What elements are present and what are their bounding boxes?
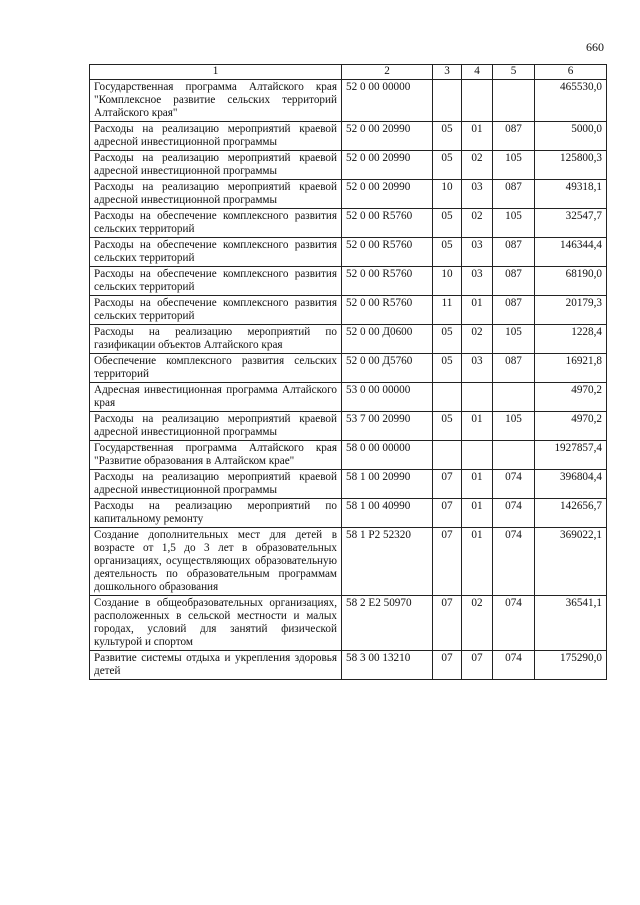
section-cell: 05 xyxy=(433,412,462,441)
department-cell: 074 xyxy=(493,499,535,528)
subsection-cell xyxy=(462,441,493,470)
table-row xyxy=(90,651,607,680)
section-cell: 05 xyxy=(433,238,462,267)
department-cell xyxy=(493,383,535,412)
subsection-cell: 01 xyxy=(462,296,493,325)
expense-name-cell: Расходы на обеспечение комплексного развития сельских территорий xyxy=(90,238,342,267)
table-row xyxy=(90,383,607,412)
table-row xyxy=(90,528,607,596)
page-number: 660 xyxy=(586,40,604,54)
department-cell: 087 xyxy=(493,122,535,151)
budget-code-cell: 53 0 00 00000 xyxy=(342,383,433,412)
amount-cell: 36541,1 xyxy=(535,596,607,651)
section-cell: 07 xyxy=(433,499,462,528)
amount-cell: 4970,2 xyxy=(535,383,607,412)
section-cell xyxy=(433,441,462,470)
subsection-cell: 01 xyxy=(462,528,493,596)
section-cell: 07 xyxy=(433,651,462,680)
expense-name-cell: Расходы на реализацию мероприятий краевой адресной инвестиционной программы xyxy=(90,151,342,180)
table-row xyxy=(90,151,607,180)
subsection-cell: 02 xyxy=(462,325,493,354)
section-cell: 05 xyxy=(433,354,462,383)
section-cell: 10 xyxy=(433,267,462,296)
budget-code-cell: 52 0 00 R5760 xyxy=(342,209,433,238)
column-header: 3 xyxy=(433,65,462,80)
budget-code-cell: 52 0 00 20990 xyxy=(342,180,433,209)
table-row xyxy=(90,354,607,383)
department-cell: 087 xyxy=(493,354,535,383)
expense-name-cell: Государственная программа Алтайского края "Развитие образования в Алтайском крае" xyxy=(90,441,342,470)
subsection-cell: 02 xyxy=(462,209,493,238)
budget-code-cell: 52 0 00 00000 xyxy=(342,80,433,122)
expense-name-cell: Расходы на реализацию мероприятий краевой адресной инвестиционной программы xyxy=(90,470,342,499)
section-cell: 07 xyxy=(433,596,462,651)
department-cell: 087 xyxy=(493,296,535,325)
expense-name-cell: Расходы на обеспечение комплексного развития сельских территорий xyxy=(90,209,342,238)
table-row xyxy=(90,238,607,267)
subsection-cell: 01 xyxy=(462,122,493,151)
budget-code-cell: 52 0 00 R5760 xyxy=(342,238,433,267)
subsection-cell xyxy=(462,80,493,122)
subsection-cell: 02 xyxy=(462,151,493,180)
table-row xyxy=(90,209,607,238)
department-cell: 074 xyxy=(493,528,535,596)
department-cell: 074 xyxy=(493,596,535,651)
subsection-cell xyxy=(462,383,493,412)
section-cell: 10 xyxy=(433,180,462,209)
amount-cell: 68190,0 xyxy=(535,267,607,296)
expense-name-cell: Расходы на реализацию мероприятий по газификации объектов Алтайского края xyxy=(90,325,342,354)
department-cell: 105 xyxy=(493,209,535,238)
budget-code-cell: 53 7 00 20990 xyxy=(342,412,433,441)
budget-table xyxy=(89,64,607,680)
amount-cell: 32547,7 xyxy=(535,209,607,238)
section-cell: 11 xyxy=(433,296,462,325)
department-cell: 087 xyxy=(493,180,535,209)
amount-cell: 175290,0 xyxy=(535,651,607,680)
section-cell: 05 xyxy=(433,122,462,151)
section-cell: 05 xyxy=(433,151,462,180)
expense-name-cell: Создание дополнительных мест для детей в возрасте от 1,5 до 3 лет в образовательных организациях, осуществляющих образовательную деятельность по образовательным программам дошкольного образования xyxy=(90,528,342,596)
column-header: 5 xyxy=(493,65,535,80)
amount-cell: 1228,4 xyxy=(535,325,607,354)
amount-cell: 4970,2 xyxy=(535,412,607,441)
amount-cell: 125800,3 xyxy=(535,151,607,180)
expense-name-cell: Расходы на реализацию мероприятий краевой адресной инвестиционной программы xyxy=(90,122,342,151)
budget-code-cell: 58 2 E2 50970 xyxy=(342,596,433,651)
subsection-cell: 03 xyxy=(462,180,493,209)
header-row xyxy=(90,65,607,80)
section-cell: 07 xyxy=(433,528,462,596)
budget-code-cell: 52 0 00 Д0600 xyxy=(342,325,433,354)
subsection-cell: 02 xyxy=(462,596,493,651)
department-cell: 105 xyxy=(493,151,535,180)
subsection-cell: 03 xyxy=(462,354,493,383)
department-cell: 087 xyxy=(493,238,535,267)
table-row xyxy=(90,470,607,499)
subsection-cell: 01 xyxy=(462,499,493,528)
subsection-cell: 01 xyxy=(462,470,493,499)
budget-code-cell: 52 0 00 20990 xyxy=(342,151,433,180)
budget-code-cell: 52 0 00 Д5760 xyxy=(342,354,433,383)
section-cell: 07 xyxy=(433,470,462,499)
expense-name-cell: Создание в общеобразовательных организациях, расположенных в сельской местности и малых городах, условий для занятий физической культурой и спортом xyxy=(90,596,342,651)
amount-cell: 369022,1 xyxy=(535,528,607,596)
budget-code-cell: 58 1 00 40990 xyxy=(342,499,433,528)
table-row xyxy=(90,499,607,528)
budget-code-cell: 52 0 00 R5760 xyxy=(342,267,433,296)
amount-cell: 465530,0 xyxy=(535,80,607,122)
table-row xyxy=(90,122,607,151)
department-cell xyxy=(493,441,535,470)
column-header: 1 xyxy=(90,65,342,80)
section-cell: 05 xyxy=(433,325,462,354)
amount-cell: 1927857,4 xyxy=(535,441,607,470)
table-row xyxy=(90,325,607,354)
table-row xyxy=(90,267,607,296)
budget-code-cell: 58 1 00 20990 xyxy=(342,470,433,499)
section-cell xyxy=(433,383,462,412)
amount-cell: 142656,7 xyxy=(535,499,607,528)
subsection-cell: 03 xyxy=(462,267,493,296)
table-row xyxy=(90,441,607,470)
column-header: 6 xyxy=(535,65,607,80)
column-header: 2 xyxy=(342,65,433,80)
table-row xyxy=(90,596,607,651)
amount-cell: 20179,3 xyxy=(535,296,607,325)
expense-name-cell: Расходы на реализацию мероприятий по капитальному ремонту xyxy=(90,499,342,528)
amount-cell: 16921,8 xyxy=(535,354,607,383)
table-row xyxy=(90,296,607,325)
budget-code-cell: 52 0 00 20990 xyxy=(342,122,433,151)
department-cell: 074 xyxy=(493,470,535,499)
expense-name-cell: Обеспечение комплексного развития сельских территорий xyxy=(90,354,342,383)
department-cell: 074 xyxy=(493,651,535,680)
table-row xyxy=(90,412,607,441)
section-cell: 05 xyxy=(433,209,462,238)
budget-code-cell: 58 0 00 00000 xyxy=(342,441,433,470)
expense-name-cell: Развитие системы отдыха и укрепления здоровья детей xyxy=(90,651,342,680)
section-cell xyxy=(433,80,462,122)
expense-name-cell: Расходы на обеспечение комплексного развития сельских территорий xyxy=(90,267,342,296)
expense-name-cell: Адресная инвестиционная программа Алтайского края xyxy=(90,383,342,412)
amount-cell: 49318,1 xyxy=(535,180,607,209)
department-cell: 087 xyxy=(493,267,535,296)
expense-name-cell: Расходы на обеспечение комплексного развития сельских территорий xyxy=(90,296,342,325)
amount-cell: 5000,0 xyxy=(535,122,607,151)
department-cell: 105 xyxy=(493,325,535,354)
table-row xyxy=(90,80,607,122)
expense-name-cell: Расходы на реализацию мероприятий краевой адресной инвестиционной программы xyxy=(90,180,342,209)
subsection-cell: 03 xyxy=(462,238,493,267)
subsection-cell: 01 xyxy=(462,412,493,441)
amount-cell: 146344,4 xyxy=(535,238,607,267)
column-header: 4 xyxy=(462,65,493,80)
budget-code-cell: 58 3 00 13210 xyxy=(342,651,433,680)
expense-name-cell: Государственная программа Алтайского края "Комплексное развитие сельских территорий Алтайского края" xyxy=(90,80,342,122)
table-row xyxy=(90,180,607,209)
department-cell xyxy=(493,80,535,122)
expense-name-cell: Расходы на реализацию мероприятий краевой адресной инвестиционной программы xyxy=(90,412,342,441)
subsection-cell: 07 xyxy=(462,651,493,680)
department-cell: 105 xyxy=(493,412,535,441)
amount-cell: 396804,4 xyxy=(535,470,607,499)
budget-code-cell: 58 1 P2 52320 xyxy=(342,528,433,596)
budget-code-cell: 52 0 00 R5760 xyxy=(342,296,433,325)
